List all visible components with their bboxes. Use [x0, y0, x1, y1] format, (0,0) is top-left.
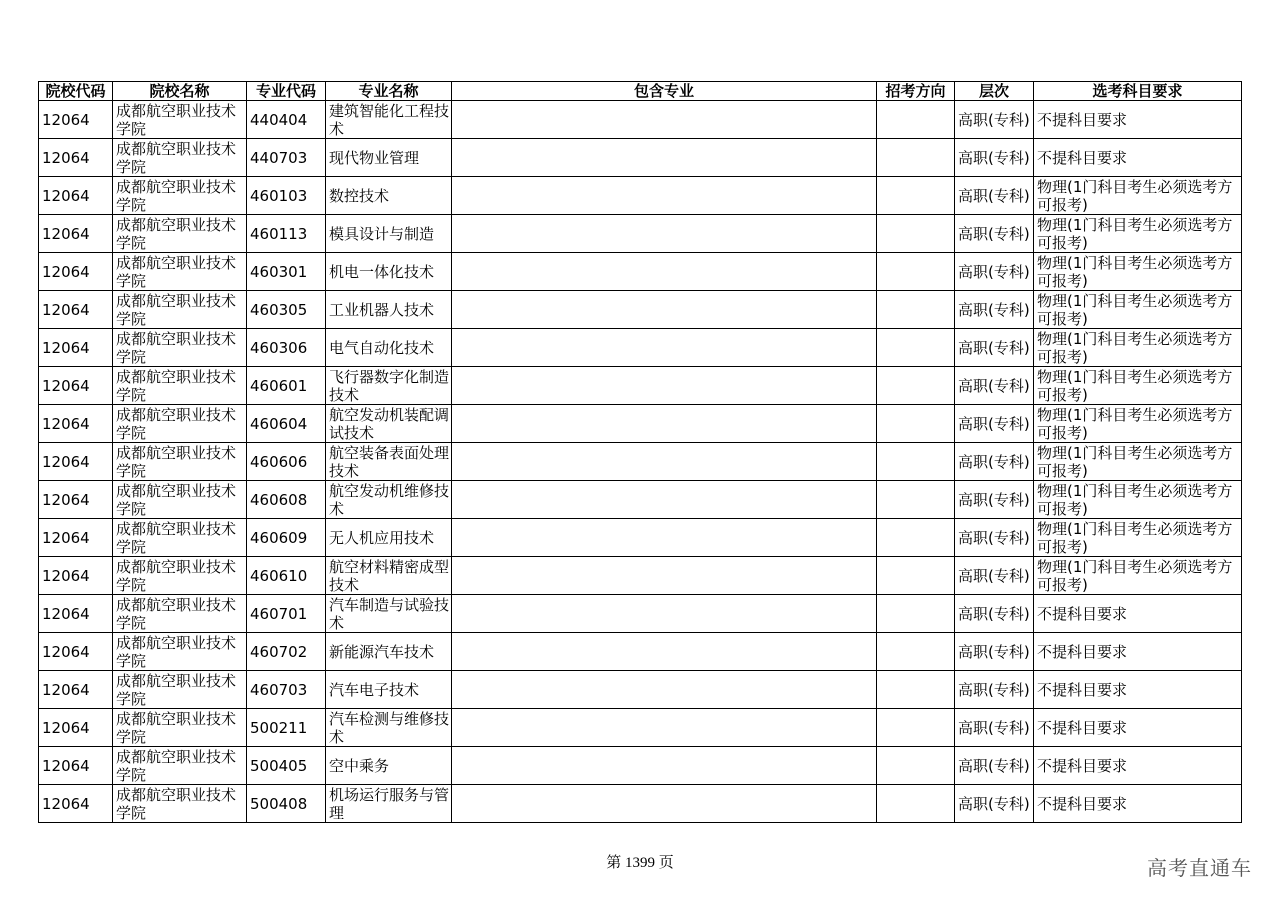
cell-major-code: 500408	[247, 785, 326, 823]
cell-school-name: 成都航空职业技术学院	[113, 101, 247, 139]
cell-included-majors	[452, 291, 877, 329]
cell-level: 高职(专科)	[955, 747, 1034, 785]
cell-subject-requirement: 物理(1门科目考生必须选考方可报考)	[1034, 557, 1242, 595]
cell-school-name: 成都航空职业技术学院	[113, 215, 247, 253]
cell-included-majors	[452, 595, 877, 633]
table-row	[39, 329, 1242, 367]
cell-school-code: 12064	[39, 747, 113, 785]
cell-major-code: 460601	[247, 367, 326, 405]
cell-level: 高职(专科)	[955, 557, 1034, 595]
cell-school-name: 成都航空职业技术学院	[113, 481, 247, 519]
cell-admission-direction	[877, 671, 955, 709]
cell-subject-requirement: 物理(1门科目考生必须选考方可报考)	[1034, 177, 1242, 215]
cell-school-code: 12064	[39, 329, 113, 367]
cell-admission-direction	[877, 405, 955, 443]
cell-subject-requirement: 不提科目要求	[1034, 709, 1242, 747]
header-school-name: 院校名称	[113, 82, 247, 101]
cell-school-name: 成都航空职业技术学院	[113, 253, 247, 291]
cell-major-code: 460610	[247, 557, 326, 595]
cell-major-code: 460608	[247, 481, 326, 519]
cell-major-name: 电气自动化技术	[326, 329, 452, 367]
cell-major-code: 440404	[247, 101, 326, 139]
cell-school-code: 12064	[39, 671, 113, 709]
cell-major-code: 460609	[247, 519, 326, 557]
cell-admission-direction	[877, 253, 955, 291]
table-row	[39, 139, 1242, 177]
header-included-majors: 包含专业	[452, 82, 877, 101]
cell-subject-requirement: 物理(1门科目考生必须选考方可报考)	[1034, 481, 1242, 519]
cell-school-code: 12064	[39, 443, 113, 481]
cell-major-name: 航空发动机装配调试技术	[326, 405, 452, 443]
cell-school-name: 成都航空职业技术学院	[113, 291, 247, 329]
cell-level: 高职(专科)	[955, 291, 1034, 329]
cell-school-name: 成都航空职业技术学院	[113, 671, 247, 709]
cell-school-name: 成都航空职业技术学院	[113, 785, 247, 823]
cell-level: 高职(专科)	[955, 253, 1034, 291]
cell-school-code: 12064	[39, 101, 113, 139]
cell-included-majors	[452, 633, 877, 671]
table-row	[39, 709, 1242, 747]
cell-school-name: 成都航空职业技术学院	[113, 519, 247, 557]
cell-major-name: 机场运行服务与管理	[326, 785, 452, 823]
cell-major-code: 460604	[247, 405, 326, 443]
cell-subject-requirement: 物理(1门科目考生必须选考方可报考)	[1034, 215, 1242, 253]
cell-included-majors	[452, 329, 877, 367]
cell-major-name: 数控技术	[326, 177, 452, 215]
cell-school-code: 12064	[39, 253, 113, 291]
cell-subject-requirement: 不提科目要求	[1034, 671, 1242, 709]
cell-school-code: 12064	[39, 405, 113, 443]
cell-major-name: 航空装备表面处理技术	[326, 443, 452, 481]
cell-major-code: 440703	[247, 139, 326, 177]
cell-admission-direction	[877, 177, 955, 215]
table-row	[39, 481, 1242, 519]
table-row	[39, 443, 1242, 481]
cell-included-majors	[452, 671, 877, 709]
table-row	[39, 747, 1242, 785]
cell-admission-direction	[877, 709, 955, 747]
cell-school-name: 成都航空职业技术学院	[113, 747, 247, 785]
cell-admission-direction	[877, 557, 955, 595]
cell-major-name: 汽车检测与维修技术	[326, 709, 452, 747]
cell-included-majors	[452, 481, 877, 519]
cell-level: 高职(专科)	[955, 405, 1034, 443]
cell-included-majors	[452, 443, 877, 481]
cell-admission-direction	[877, 215, 955, 253]
cell-level: 高职(专科)	[955, 443, 1034, 481]
cell-major-name: 机电一体化技术	[326, 253, 452, 291]
cell-included-majors	[452, 101, 877, 139]
cell-level: 高职(专科)	[955, 671, 1034, 709]
cell-subject-requirement: 物理(1门科目考生必须选考方可报考)	[1034, 443, 1242, 481]
cell-major-code: 460305	[247, 291, 326, 329]
cell-included-majors	[452, 177, 877, 215]
table-row	[39, 405, 1242, 443]
table-body	[39, 101, 1242, 823]
cell-admission-direction	[877, 785, 955, 823]
header-admission-direction: 招考方向	[877, 82, 955, 101]
cell-school-name: 成都航空职业技术学院	[113, 139, 247, 177]
cell-major-name: 建筑智能化工程技术	[326, 101, 452, 139]
cell-major-code: 460301	[247, 253, 326, 291]
header-subject-requirement: 选考科目要求	[1034, 82, 1242, 101]
cell-major-name: 航空材料精密成型技术	[326, 557, 452, 595]
cell-school-code: 12064	[39, 215, 113, 253]
cell-major-name: 空中乘务	[326, 747, 452, 785]
cell-admission-direction	[877, 329, 955, 367]
cell-school-name: 成都航空职业技术学院	[113, 709, 247, 747]
cell-level: 高职(专科)	[955, 709, 1034, 747]
cell-level: 高职(专科)	[955, 519, 1034, 557]
cell-included-majors	[452, 367, 877, 405]
cell-major-name: 现代物业管理	[326, 139, 452, 177]
cell-included-majors	[452, 709, 877, 747]
table-row	[39, 519, 1242, 557]
table-row	[39, 367, 1242, 405]
cell-major-name: 航空发动机维修技术	[326, 481, 452, 519]
cell-major-name: 汽车电子技术	[326, 671, 452, 709]
table-row	[39, 215, 1242, 253]
cell-level: 高职(专科)	[955, 101, 1034, 139]
cell-level: 高职(专科)	[955, 595, 1034, 633]
page-number: 第 1399 页	[606, 855, 674, 871]
cell-major-code: 500405	[247, 747, 326, 785]
cell-school-code: 12064	[39, 595, 113, 633]
cell-included-majors	[452, 519, 877, 557]
cell-major-name: 工业机器人技术	[326, 291, 452, 329]
cell-subject-requirement: 物理(1门科目考生必须选考方可报考)	[1034, 519, 1242, 557]
admissions-table	[38, 81, 1242, 823]
cell-admission-direction	[877, 443, 955, 481]
cell-school-code: 12064	[39, 481, 113, 519]
cell-major-code: 460702	[247, 633, 326, 671]
cell-major-name: 无人机应用技术	[326, 519, 452, 557]
cell-school-code: 12064	[39, 519, 113, 557]
cell-major-name: 汽车制造与试验技术	[326, 595, 452, 633]
cell-school-name: 成都航空职业技术学院	[113, 329, 247, 367]
cell-subject-requirement: 不提科目要求	[1034, 633, 1242, 671]
cell-major-code: 460103	[247, 177, 326, 215]
cell-major-code: 460606	[247, 443, 326, 481]
header-school-code: 院校代码	[39, 82, 113, 101]
table-row	[39, 177, 1242, 215]
cell-major-code: 500211	[247, 709, 326, 747]
cell-subject-requirement: 物理(1门科目考生必须选考方可报考)	[1034, 291, 1242, 329]
table-header-row	[39, 82, 1242, 101]
cell-admission-direction	[877, 633, 955, 671]
cell-school-code: 12064	[39, 633, 113, 671]
cell-subject-requirement: 不提科目要求	[1034, 747, 1242, 785]
table-row	[39, 557, 1242, 595]
cell-major-name: 飞行器数字化制造技术	[326, 367, 452, 405]
cell-included-majors	[452, 139, 877, 177]
cell-level: 高职(专科)	[955, 215, 1034, 253]
header-major-code: 专业代码	[247, 82, 326, 101]
cell-school-name: 成都航空职业技术学院	[113, 633, 247, 671]
cell-school-code: 12064	[39, 139, 113, 177]
cell-school-code: 12064	[39, 291, 113, 329]
table-row	[39, 633, 1242, 671]
header-major-name: 专业名称	[326, 82, 452, 101]
cell-subject-requirement: 不提科目要求	[1034, 139, 1242, 177]
cell-school-code: 12064	[39, 785, 113, 823]
cell-admission-direction	[877, 139, 955, 177]
table-row	[39, 101, 1242, 139]
table-row	[39, 291, 1242, 329]
cell-admission-direction	[877, 595, 955, 633]
cell-major-code: 460113	[247, 215, 326, 253]
cell-admission-direction	[877, 291, 955, 329]
cell-included-majors	[452, 215, 877, 253]
cell-major-name: 模具设计与制造	[326, 215, 452, 253]
cell-major-code: 460703	[247, 671, 326, 709]
header-level: 层次	[955, 82, 1034, 101]
watermark: 高考直通车	[1147, 856, 1252, 880]
cell-admission-direction	[877, 519, 955, 557]
cell-school-code: 12064	[39, 177, 113, 215]
cell-school-code: 12064	[39, 367, 113, 405]
cell-school-name: 成都航空职业技术学院	[113, 177, 247, 215]
cell-admission-direction	[877, 101, 955, 139]
cell-level: 高职(专科)	[955, 329, 1034, 367]
table-row	[39, 595, 1242, 633]
cell-level: 高职(专科)	[955, 785, 1034, 823]
table-row	[39, 671, 1242, 709]
cell-school-name: 成都航空职业技术学院	[113, 595, 247, 633]
cell-included-majors	[452, 785, 877, 823]
cell-level: 高职(专科)	[955, 177, 1034, 215]
cell-subject-requirement: 不提科目要求	[1034, 785, 1242, 823]
cell-school-code: 12064	[39, 709, 113, 747]
cell-included-majors	[452, 405, 877, 443]
cell-school-name: 成都航空职业技术学院	[113, 443, 247, 481]
cell-major-code: 460701	[247, 595, 326, 633]
cell-major-code: 460306	[247, 329, 326, 367]
cell-subject-requirement: 物理(1门科目考生必须选考方可报考)	[1034, 253, 1242, 291]
cell-subject-requirement: 不提科目要求	[1034, 101, 1242, 139]
table-row	[39, 253, 1242, 291]
cell-admission-direction	[877, 481, 955, 519]
cell-school-code: 12064	[39, 557, 113, 595]
cell-subject-requirement: 物理(1门科目考生必须选考方可报考)	[1034, 367, 1242, 405]
cell-included-majors	[452, 747, 877, 785]
cell-included-majors	[452, 253, 877, 291]
cell-level: 高职(专科)	[955, 367, 1034, 405]
cell-admission-direction	[877, 747, 955, 785]
cell-level: 高职(专科)	[955, 481, 1034, 519]
cell-subject-requirement: 不提科目要求	[1034, 595, 1242, 633]
table-row	[39, 785, 1242, 823]
cell-school-name: 成都航空职业技术学院	[113, 557, 247, 595]
cell-included-majors	[452, 557, 877, 595]
cell-admission-direction	[877, 367, 955, 405]
cell-school-name: 成都航空职业技术学院	[113, 405, 247, 443]
cell-subject-requirement: 物理(1门科目考生必须选考方可报考)	[1034, 405, 1242, 443]
cell-level: 高职(专科)	[955, 139, 1034, 177]
cell-school-name: 成都航空职业技术学院	[113, 367, 247, 405]
cell-level: 高职(专科)	[955, 633, 1034, 671]
cell-major-name: 新能源汽车技术	[326, 633, 452, 671]
cell-subject-requirement: 物理(1门科目考生必须选考方可报考)	[1034, 329, 1242, 367]
